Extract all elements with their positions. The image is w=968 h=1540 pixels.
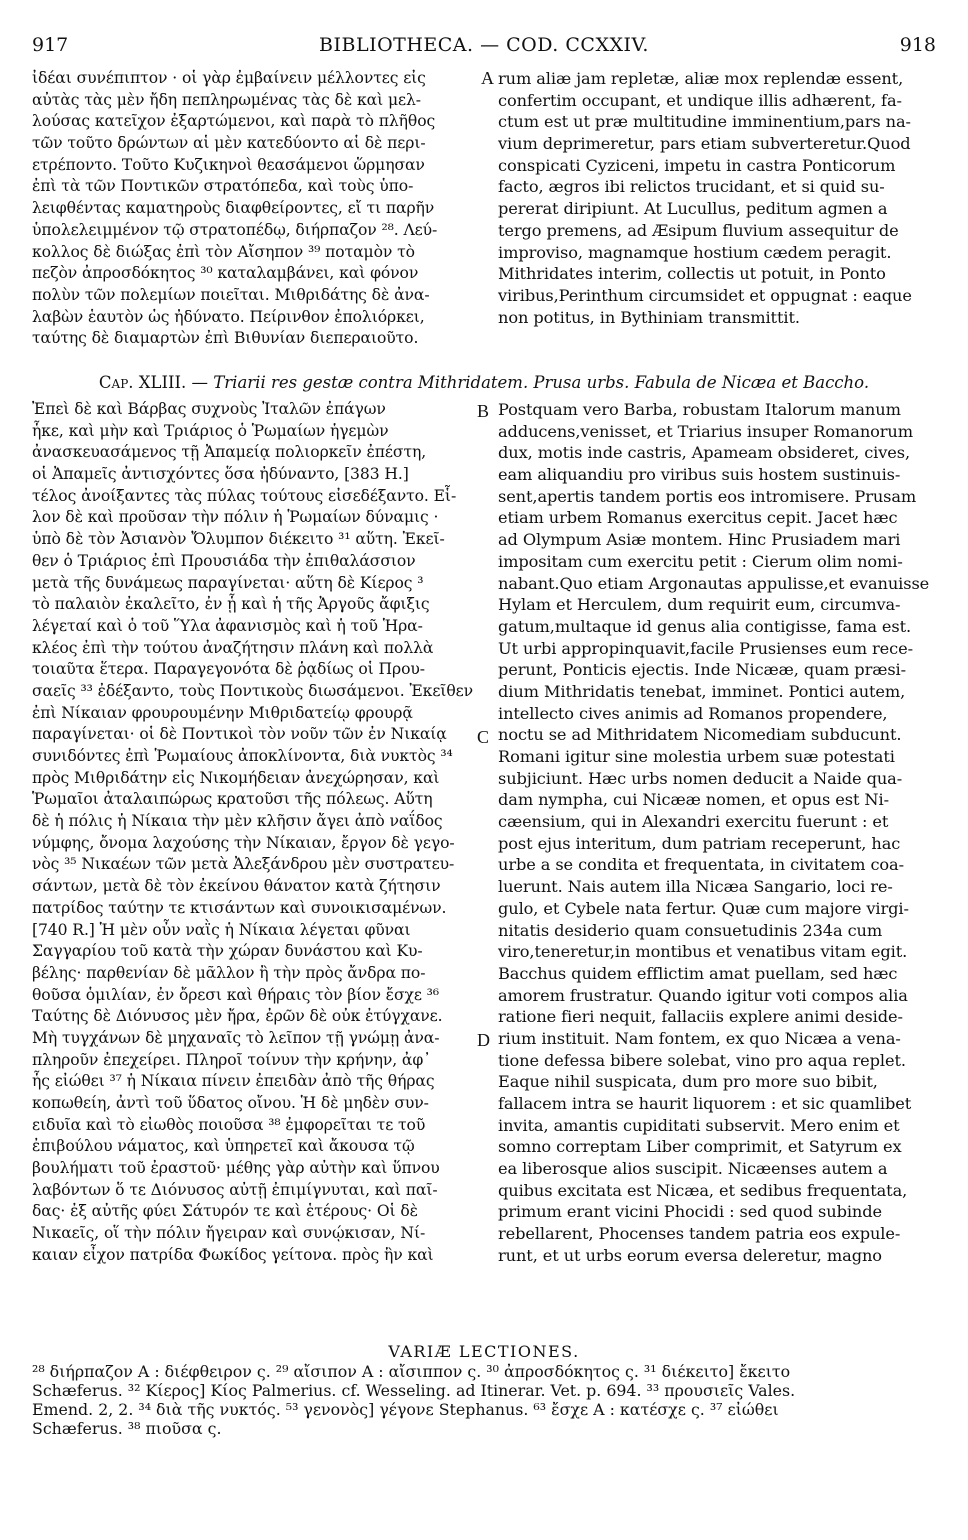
latin-text-line: gulo, et Cybele nata fertur. Quæ cum majore virgi- (498, 898, 909, 918)
greek-text-line: κολλος δὲ διώξας ἐπὶ τὸν Αἴσηπον ³⁹ ποταμὸν τὸ (32, 242, 415, 261)
latin-text-line: confertim occupant, et undique illis adhærent, fa- (498, 90, 902, 110)
greek-text-line: τὸ παλαιὸν ἐκαλεῖτο, ἐν ᾗ καὶ ἡ τῆς Ἀργοῦς ἄφιξις (32, 595, 430, 614)
greek-column-main (32, 399, 484, 1267)
greek-text-line: τοιαῦτα ἕτερα. Παραγεγονότα δὲ ῥᾳδίως οἱ Πρου- (32, 660, 425, 679)
latin-text-line: Romani igitur sine molestia urbem suæ potestati (498, 747, 895, 766)
chapter-heading (32, 373, 936, 392)
greek-text-line: ἰδέαι συνέπιπτον · οἱ γὰρ ἐμβαίνειν μέλλοντες εἰς (32, 69, 426, 87)
latin-text-line: etiam urbem Romanus exercitus cepit. Jacet hæc (498, 508, 898, 528)
greek-text-line: ὑπὸ δὲ τὸν Ἀσιανὸν Ὄλυμπον διέκειτο ³¹ αὕτη. Ἐκεῖ- (32, 530, 445, 549)
latin-text-line: Mithridates interim, collectis ut potuit, in Ponto (498, 264, 886, 284)
greek-column-top (32, 68, 484, 350)
latin-text-line: fallacem intra se haurit liquorem : et sic quamlibet (498, 1094, 912, 1113)
greek-text-line: κλέος ἐπὶ τὴν τούτου ἀναζήτησιν πλάνη καὶ πολλὰ (32, 638, 434, 657)
latin-text-line: conspicati Cyziceni, impetu in castra Ponticorum (498, 155, 896, 175)
latin-text-line: Eaque nihil suspicata, dum pro more suo bibit, (498, 1072, 878, 1092)
greek-text-line: ἐπὶ Νίκαιαν φρουρουμένην Μιθριδατείῳ φρουρᾷ (32, 703, 413, 722)
greek-text-line: αὐτὰς τὰς μὲν ἤδη πεπληρωμένας τὰς δὲ καὶ μελ- (32, 90, 421, 109)
latin-text-line: ad Olympum Asiæ montem. Hinc Prusiadem mari (498, 530, 901, 550)
latin-text-line: invita, amantis cupiditati subservit. Mero enim et (498, 1115, 900, 1135)
page-number-right: 918 (899, 34, 936, 56)
greek-text-line: ἀνασκευασάμενος τῇ Ἀπαμείᾳ πολιορκεῖν ἐπέστη, (32, 443, 427, 462)
latin-text-line: perunt, Ponticis ejectis. Inde Nicææ, quam præsi- (498, 660, 906, 680)
latin-text-line: tergo premens, ad Æsipum fluvium assequitur de (498, 220, 899, 240)
latin-text-line: rium instituit. Nam fontem, ex quo Nicæa a vena- (498, 1028, 901, 1048)
greek-text-line: ἐπὶ τὰ τῶν Ποντικῶν στρατόπεδα, καὶ τοὺς ὑπο- (32, 177, 414, 196)
latin-text-line: dux, motis inde castris, Apameam obsideret, cives, (498, 443, 911, 463)
latin-column-top (498, 68, 936, 328)
note-line: Emend. 2, 2. ³⁴ διὰ τῆς νυκτός. ⁵³ γενονὸς] γέγονε Stephanus. ⁶³ ἔσχε A : κατέσχε ς. ³⁷ εἰώθει (32, 1400, 779, 1419)
greek-text-line: [740 R.] Ἡ μὲν οὖν ναῒς ἡ Νίκαια λέγεται φῦναι (32, 920, 411, 939)
latin-text-line: non potitus, in Bythiniam transmittit. (498, 307, 800, 327)
latin-text-line: post ejus interitum, dum patriam receperunt, hac (498, 833, 901, 853)
greek-text-line: τῶν τοῦτο δρώντων αἱ μὲν κατεδύοντο αἱ δὲ περι- (32, 134, 426, 153)
greek-text-line: ὑπολελειμμένον τῷ στρατοπέδῳ, διήρπαζον ²⁸. Λεύ- (32, 220, 438, 239)
latin-text-line: Hylam et Herculem, dum requirit eum, circumva- (498, 595, 901, 615)
greek-text-line: δὲ ἡ πόλις ἡ Νίκαια τὴν μὲν κλῆσιν ἄγει ἀπὸ ναΐδος (32, 812, 443, 831)
latin-text-line: intellecto cives animis ad Romanos propendere, (498, 703, 888, 723)
latin-text-line: facto, ægros ibi relictos trucidant, et si quid su- (498, 177, 885, 197)
greek-text-line: τέλος ἀνοίξαντες τὰς πύλας τούτους εἰσεδέξαντο. Εἷ- (32, 486, 457, 505)
greek-text-line: λαβόντων ὅ τε Διόνυσος αὐτῇ ἐπιμίγνυται, καὶ παῖ- (32, 1180, 438, 1199)
latin-text-line: subjiciunt. Hæc urbs nomen deducit a Naide qua- (498, 768, 903, 788)
greek-text-line: ἧκε, καὶ μὴν καὶ Τριάριος ὁ Ῥωμαίων ἡγεμὼν (32, 421, 389, 440)
latin-text-line: improviso, magnamque hostium cædem peragit. (498, 242, 892, 262)
latin-text-line: ea liberosque alios suscipit. Nicæenses autem a (498, 1159, 888, 1179)
greek-text-line: Σαγγαρίου τοῦ κατὰ τὴν χώραν δυνάστου καὶ Κυ- (32, 942, 423, 961)
greek-text-line: συνιδόντες ἐπὶ Ῥωμαίους ἀποκλίνοντα, διὰ νυκτὸς ³⁴ (32, 747, 453, 765)
latin-text-line: nabant.Quo etiam Argonautas appulisse,et evanuisse (498, 573, 930, 593)
greek-text-line: Ταύτης δὲ Διόνυσος μὲν ἤρα, ἐρῶν δὲ οὐκ ἐτύγχανε. (32, 1007, 443, 1026)
variae-lectiones-title: VARIÆ LECTIONES. (388, 1342, 580, 1361)
running-title: BIBLIOTHECA. — COD. CCXXIV. (319, 34, 649, 56)
greek-text-line: λον δὲ καὶ προῦσαν τὴν πόλιν ἡ Ῥωμαίων δύναμις · (32, 508, 439, 527)
greek-text-line: κοπωθείη, ἀντὶ τοῦ ὕδατος οἴνου. Ἡ δὲ μηδὲν συν- (32, 1094, 429, 1112)
latin-text-line: quibus excitata est Nicæa, et sedibus frequentata, (498, 1180, 908, 1200)
latin-text-line: gatum,multaque id genus alia contigisse, fama est. (498, 616, 912, 636)
greek-text-line: θοῦσα ὁμιλίαν, ἐν ὄρεσι καὶ θήραις τὸν βίον ἔσχε ³⁶ (32, 985, 439, 1004)
latin-text-line: ratione fieri nequit, fallaciis explere animi deside- (498, 1007, 903, 1027)
greek-text-line: Νικαεῖς, οἵ τὴν πόλιν ἤγειραν καὶ συνῴκισαν, Νί- (32, 1224, 426, 1243)
greek-text-line: ταύτης δὲ διαμαρτὼν ἐπὶ Βιθυνίαν διεπεραιοῦτο. (32, 329, 419, 348)
latin-text-line: dam nympha, cui Nicææ nomen, et opus est Ni- (498, 790, 889, 810)
latin-text-line: nitatis desiderio quam consuetudinis 234a cum (498, 920, 883, 940)
latin-text-line: adducens,venisset, et Triarius insuper Romanorum (498, 421, 914, 441)
greek-text-line: λέγεταί καὶ ὁ τοῦ Ὕλα ἀφανισμὸς καὶ ἡ τοῦ Ἡρα- (32, 616, 423, 635)
latin-text-line: Postquam vero Barba, robustam Italorum manum (498, 400, 901, 419)
note-line: Schæferus. ³⁸ πιοῦσα ς. (32, 1419, 222, 1438)
latin-text-line: viro,teneretur,in montibus et venatibus vitam egit. (498, 942, 908, 962)
latin-text-line: pererat diripiunt. At Lucullus, peditum agmen a (498, 199, 888, 219)
greek-text-line: λούσας κατεῖχον ἐξαρτώμενοι, καὶ παρὰ τὸ πλῆθος (32, 112, 436, 131)
margin-marker-a: A (481, 68, 494, 88)
latin-text-line: Ut urbi appropinquavit,facile Prusienses eum rece- (498, 638, 913, 658)
greek-text-line: οἱ Ἀπαμεῖς ἀντισχόντες ὅσα ἠδύναντο, [383 H.] (32, 465, 409, 484)
chapter-title: — Triarii res gestæ contra Mithridatem. Prusa urbs. Fabula de Nicæa et Baccho. (186, 373, 870, 392)
latin-text-line: rebellarent, Phocenses tandem patria eos expule- (498, 1224, 901, 1244)
greek-text-line: δας· ἐξ αὐτῆς φύει Σάτυρόν τε καὶ ἑτέρους· Οἱ δὲ (32, 1202, 418, 1221)
variae-lectiones-notes (32, 1362, 936, 1438)
latin-text-line: noctu se ad Mithridatem Nicomediam subducunt. (498, 725, 902, 745)
latin-text-line: somno correptam Liber comprimit, et Satyrum ex (498, 1137, 902, 1157)
greek-text-line: Ἐπεὶ δὲ καὶ Βάρβας συχνοὺς Ἰταλῶν ἐπάγων (32, 400, 386, 418)
greek-text-line: βουλήματι τοῦ ἐραστοῦ· μέθης γὰρ αὐτὴν καὶ ὕπνου (32, 1159, 440, 1178)
latin-column-main (498, 399, 936, 1267)
greek-text-line: παραγίνεται· οἱ δὲ Ποντικοὶ τὸν νοῦν τῶν ἐν Νικαίᾳ (32, 725, 447, 744)
page-number-left: 917 (32, 34, 69, 56)
latin-text-line: Bacchus quidem efflictim amat puellam, sed hæc (498, 963, 898, 983)
latin-text-line: amorem frustratur. Quando igitur voti compos alia (498, 985, 908, 1005)
greek-text-line: πεζὸν ἀπροσδόκητος ³⁰ καταλαμβάνει, καὶ φόνον (32, 264, 419, 283)
latin-text-line: impositam cum exercitu petit : Cierum olim nomi- (498, 551, 903, 571)
greek-text-line: σαεῖς ³³ ἐδέξαντο, τοὺς Ποντικοὺς διωσάμενοι. Ἐκεῖθεν (32, 681, 473, 700)
latin-text-line: runt, et ut urbs eorum eversa deleretur, magno (498, 1245, 882, 1265)
greek-text-line: ἧς εἰώθει ³⁷ ἡ Νίκαια πίνειν ἐπειδὰν ἀπὸ τῆς θήρας (32, 1072, 435, 1091)
greek-text-line: νὸς ³⁵ Νικαέων τῶν μετὰ Ἀλεξάνδρου μὲν συστρατευ- (32, 855, 455, 874)
greek-text-line: μετὰ τῆς δυνάμεως παραγίνεται· αὕτη δὲ Κίερος ³ (32, 573, 424, 592)
greek-text-line: πληροῦν ἐπεχείρει. Πληροῖ τοίνυν τὴν κρήνην, ἀφ᾽ (32, 1050, 431, 1069)
latin-text-line: urbe a se condita et frequentata, in civitatem coa- (498, 855, 904, 875)
margin-marker-d: D (477, 1030, 490, 1050)
latin-text-line: eam aliquandiu pro viribus suis hostem sustinuis- (498, 465, 901, 485)
latin-text-line: tione defessa bibere solebat, vino pro aqua replet. (498, 1050, 906, 1070)
latin-text-line: primum erant vicini Phocidi : sed quod subinde (498, 1202, 882, 1222)
latin-text-line: dium Mithridatis tenebat, imminet. Pontici autem, (498, 681, 906, 701)
margin-marker-b: B (477, 401, 490, 421)
greek-text-line: νύμφης, ὄνομα λαχούσης τὴν Νίκαιαν, ἔργον δὲ γεγο- (32, 833, 455, 852)
latin-text-line: sent,apertis tandem portis eos intromisere. Prusam (498, 486, 917, 506)
latin-text-line: rum aliæ jam repletæ, aliæ mox replendæ essent, (498, 69, 904, 88)
latin-text-line: ctum est ut præ multitudine imminentium,pars na- (498, 112, 911, 132)
greek-text-line: λαβὼν ἑαυτὸν ὡς ἠδύνατο. Πείρινθον ἐπολιόρκει, (32, 307, 425, 326)
note-line: ²⁸ διήρπαζον A : διέφθειρον ς. ²⁹ αἴσιπον A : αἴσιππον ς. ³⁰ ἀπροσδόκητος ς. ³¹ διέκειτο] ἔκειτο (32, 1362, 791, 1381)
greek-text-line: σάντων, μετὰ δὲ τὸν ἐκείνου θάνατον κατὰ ζήτησιν (32, 877, 441, 896)
greek-text-line: θεν ὁ Τριάριος ἐπὶ Προυσιάδα τὴν ἐπιθαλάσσιον (32, 551, 416, 570)
greek-text-line: ειδυῖα καὶ τὸ εἰωθὸς ποιοῦσα ³⁸ ἐμφορεῖται τε τοῦ (32, 1115, 426, 1134)
greek-text-line: Μὴ τυγχάνων δὲ μηχαναῖς τὸ λεῖπον τῇ γνώμῃ ἀνα- (32, 1028, 440, 1047)
latin-text-line: cæensium, qui in Alexandri exercitu fuerunt : et (498, 812, 889, 832)
greek-text-line: ετρέποντο. Τοῦτο Κυζικηνοὶ θεασάμενοι ὥρμησαν (32, 155, 425, 174)
greek-text-line: λειφθέντας καματηροὺς διαφθείροντες, εἴ τι παρῆν (32, 199, 435, 218)
margin-marker-c: C (477, 727, 490, 747)
note-line: Schæferus. ³² Κίερος] Κίος Palmerius. cf. Wesseling. ad Itinerar. Vet. p. 694. ³³ προυσιεῖς Vales. (32, 1381, 796, 1400)
greek-text-line: πολὺν τῶν πολεμίων ποιεῖται. Μιθριδάτης δὲ ἀνα- (32, 285, 430, 304)
latin-text-line: vium deprimeretur, pars etiam subverteretur.Quod (498, 134, 911, 154)
greek-text-line: Ῥωμαῖοι ἀταλαιπώρως κρατοῦσι τῆς πόλεως. Αὕτη (32, 790, 433, 809)
greek-text-line: βέλης· παρθενίαν δὲ μᾶλλον ἢ τὴν πρὸς ἄνδρα πο- (32, 963, 426, 982)
latin-text-line: viribus,Perinthum circumsidet et oppugnat : eaque (498, 285, 912, 305)
greek-text-line: ἐπιβούλου νάματος, καὶ ὑπηρετεῖ καὶ ἄκουσα τῷ (32, 1137, 415, 1156)
greek-text-line: καιαν εἶχον πατρίδα Φωκίδος γείτονα. πρὸς ἣν καὶ (32, 1245, 434, 1264)
page-header (32, 34, 936, 60)
chapter-number: Cap. XLIII. (98, 373, 187, 392)
greek-text-line: πατρίδος ταύτην τε κτισάντων καὶ συνοικισαμένων. (32, 898, 447, 917)
greek-text-line: πρὸς Μιθριδάτην εἰς Νικομήδειαν ἀνεχώρησαν, καὶ (32, 768, 440, 787)
latin-text-line: luerunt. Nais autem illa Nicæa Sangario, loci re- (498, 877, 893, 897)
